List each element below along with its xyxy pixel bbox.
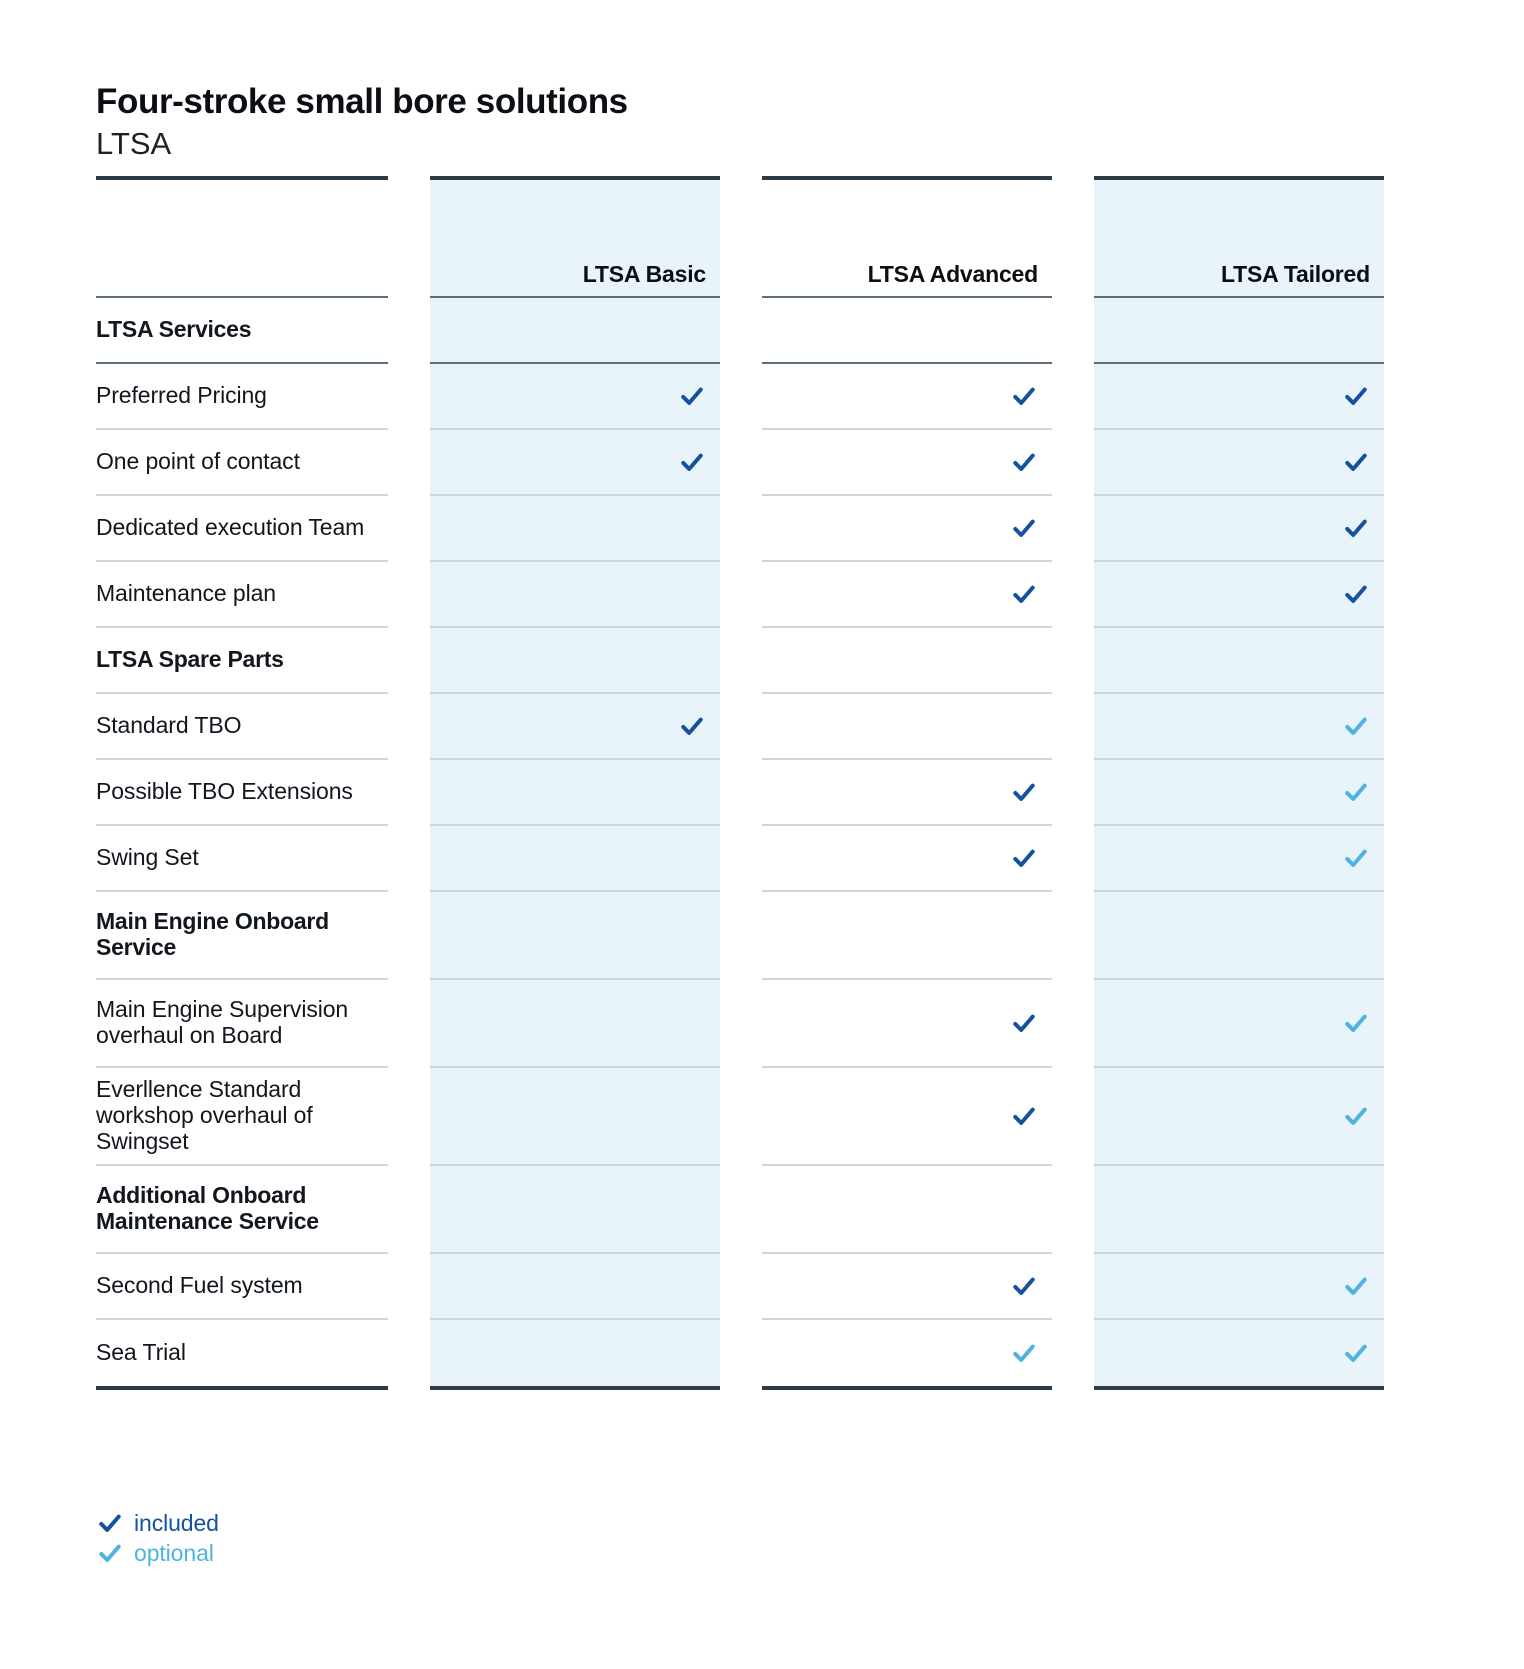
row-label: Main Engine Supervision overhaul on Board <box>96 996 349 1048</box>
check-icon <box>678 448 706 476</box>
column-header-label: LTSA Basic <box>582 261 706 287</box>
row-label: Sea Trial <box>96 1339 186 1366</box>
cell-tailored <box>1094 980 1384 1068</box>
check-icon <box>1342 712 1370 740</box>
check-icon <box>1342 514 1370 542</box>
cell-basic <box>430 364 720 430</box>
check-icon <box>1342 382 1370 410</box>
cell-tailored <box>1094 760 1384 826</box>
column-header-advanced <box>762 180 1052 298</box>
cell-tailored <box>1094 562 1384 628</box>
table-row <box>96 430 1340 496</box>
check-icon <box>1010 1102 1038 1130</box>
check-icon <box>1010 580 1038 608</box>
check-icon <box>1010 778 1038 806</box>
legend <box>96 1508 516 1568</box>
check-icon <box>1010 1009 1038 1037</box>
cell-advanced <box>762 1254 1052 1320</box>
cell-basic <box>430 298 720 364</box>
cell-advanced <box>762 892 1052 980</box>
cell-basic <box>430 1166 720 1254</box>
cell-basic <box>430 496 720 562</box>
check-icon <box>678 382 706 410</box>
row-label: Main Engine Onboard Service <box>96 908 329 960</box>
check-icon <box>678 712 706 740</box>
cell-advanced <box>762 430 1052 496</box>
table-row <box>96 364 1340 430</box>
column-header-basic <box>430 180 720 298</box>
legend-item-optional <box>96 1538 516 1568</box>
column-header-label: LTSA Advanced <box>867 261 1038 287</box>
check-icon <box>96 1539 124 1567</box>
row-label-cell <box>96 980 388 1068</box>
check-icon <box>1010 514 1038 542</box>
row-label: One point of contact <box>96 448 300 475</box>
cell-tailored <box>1094 364 1384 430</box>
legend-label: included <box>134 1509 219 1536</box>
cell-advanced <box>762 364 1052 430</box>
row-label-cell <box>96 694 388 760</box>
row-label: Standard TBO <box>96 712 242 739</box>
row-label: Maintenance plan <box>96 580 276 607</box>
table-row <box>96 1320 1340 1386</box>
table-row <box>96 980 1340 1068</box>
table-row <box>96 694 1340 760</box>
cell-tailored <box>1094 892 1384 980</box>
page-header <box>96 82 1340 162</box>
check-icon <box>96 1509 124 1537</box>
cell-basic <box>430 1068 720 1166</box>
table-header-row <box>96 180 1370 298</box>
check-icon <box>1010 1339 1038 1367</box>
page-subtitle: LTSA <box>96 126 172 162</box>
column-header-label: LTSA Tailored <box>1220 261 1370 287</box>
table-row <box>96 1068 1340 1166</box>
row-label-cell <box>96 298 388 364</box>
cell-basic <box>430 980 720 1068</box>
cell-tailored <box>1094 298 1384 364</box>
cell-basic <box>430 892 720 980</box>
cell-advanced <box>762 826 1052 892</box>
cell-basic <box>430 826 720 892</box>
cell-basic <box>430 760 720 826</box>
row-label: Everllence Standard workshop overhaul of Swingset <box>96 1076 313 1154</box>
row-label-cell <box>96 760 388 826</box>
table-group-row <box>96 892 1340 980</box>
cell-tailored <box>1094 1068 1384 1166</box>
row-label-cell <box>96 1320 388 1386</box>
row-label-cell <box>96 562 388 628</box>
cell-advanced <box>762 1068 1052 1166</box>
check-icon <box>1342 448 1370 476</box>
check-icon <box>1010 382 1038 410</box>
cell-advanced <box>762 760 1052 826</box>
table-group-row <box>96 298 1340 364</box>
cell-advanced <box>762 1166 1052 1254</box>
cell-advanced <box>762 298 1052 364</box>
check-icon <box>1010 844 1038 872</box>
cell-advanced <box>762 496 1052 562</box>
check-icon <box>1342 1272 1370 1300</box>
legend-label: optional <box>134 1539 214 1566</box>
row-label: LTSA Spare Parts <box>96 646 284 673</box>
table-bottom-rule <box>96 1386 1340 1390</box>
check-icon <box>1010 1272 1038 1300</box>
cell-tailored <box>1094 496 1384 562</box>
cell-tailored <box>1094 430 1384 496</box>
table-row <box>96 562 1340 628</box>
page-title: Four-stroke small bore solutions <box>96 82 628 121</box>
cell-advanced <box>762 694 1052 760</box>
check-icon <box>1010 448 1038 476</box>
row-label: Preferred Pricing <box>96 382 267 409</box>
comparison-table <box>96 176 1370 1390</box>
cell-tailored <box>1094 694 1384 760</box>
row-label: Possible TBO Extensions <box>96 778 353 805</box>
cell-advanced <box>762 562 1052 628</box>
row-label-cell <box>96 1166 388 1254</box>
row-label-cell <box>96 1068 388 1166</box>
cell-advanced <box>762 980 1052 1068</box>
row-label-cell <box>96 1254 388 1320</box>
cell-tailored <box>1094 1166 1384 1254</box>
cell-basic <box>430 628 720 694</box>
row-label: Second Fuel system <box>96 1272 303 1299</box>
check-icon <box>1342 1339 1370 1367</box>
check-icon <box>1342 1009 1370 1037</box>
row-label-cell <box>96 364 388 430</box>
row-label: Additional Onboard Maintenance Service <box>96 1182 319 1234</box>
cell-basic <box>430 430 720 496</box>
table-group-row <box>96 1166 1340 1254</box>
check-icon <box>1342 580 1370 608</box>
row-label-cell <box>96 496 388 562</box>
row-label-cell <box>96 826 388 892</box>
row-label-cell <box>96 430 388 496</box>
row-label: Swing Set <box>96 844 199 871</box>
cell-advanced <box>762 628 1052 694</box>
cell-basic <box>430 694 720 760</box>
row-label: Dedicated execution Team <box>96 514 365 541</box>
table-row <box>96 496 1340 562</box>
cell-basic <box>430 562 720 628</box>
row-label-cell <box>96 892 388 980</box>
row-label-cell <box>96 628 388 694</box>
cell-basic <box>430 1254 720 1320</box>
column-header-tailored <box>1094 180 1384 298</box>
legend-item-included <box>96 1508 516 1538</box>
cell-tailored <box>1094 826 1384 892</box>
table-group-row <box>96 628 1340 694</box>
table-row <box>96 826 1340 892</box>
cell-advanced <box>762 1320 1052 1386</box>
cell-tailored <box>1094 628 1384 694</box>
cell-tailored <box>1094 1254 1384 1320</box>
cell-tailored <box>1094 1320 1384 1386</box>
cell-basic <box>430 1320 720 1386</box>
check-icon <box>1342 1102 1370 1130</box>
check-icon <box>1342 844 1370 872</box>
row-label: LTSA Services <box>96 316 252 343</box>
table-row <box>96 1254 1340 1320</box>
check-icon <box>1342 778 1370 806</box>
table-row <box>96 760 1340 826</box>
